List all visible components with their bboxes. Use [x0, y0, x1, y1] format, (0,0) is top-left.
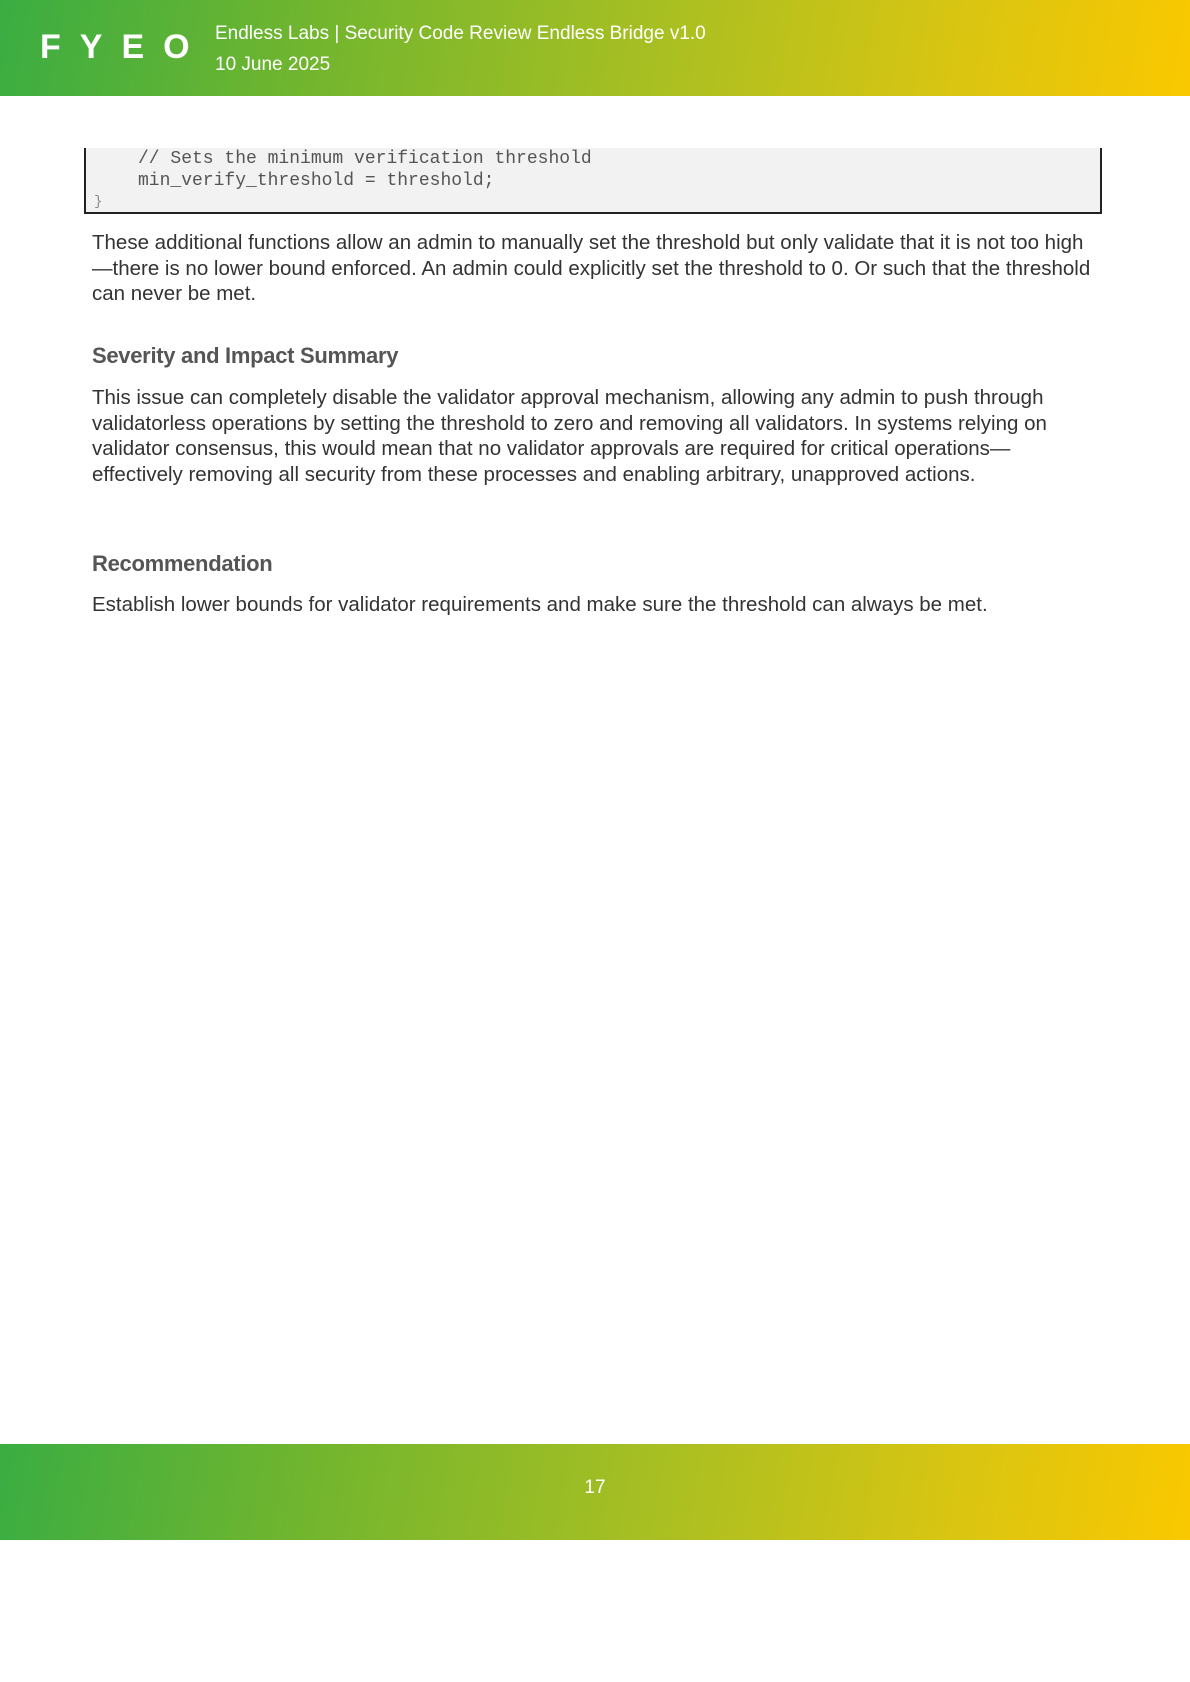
code-line: min_verify_threshold = threshold; [138, 171, 495, 191]
recommendation-heading: Recommendation [92, 551, 273, 576]
code-snippet [84, 148, 1102, 214]
recommendation-paragraph: Establish lower bounds for validator requirements and make sure the threshold can always be met. [92, 593, 988, 616]
page-header [0, 0, 1190, 96]
finding-description-paragraph: These additional functions allow an admin to manually set the threshold but only validate that it is not too high—there is no lower bound enforced. An admin could explicitly set the threshold to 0. Or such that the threshold can never be met. [92, 231, 1091, 305]
severity-paragraph: This issue can completely disable the validator approval mechanism, allowing any admin to push through validatorless operations by setting the threshold to zero and removing all validators. In systems relying on validator consensus, this would mean that no validator approvals are required for critical operations—effectively removing all security from these processes and enabling arbitrary, unapproved actions. [92, 386, 1047, 486]
fyeo-logo: FYEO [40, 28, 209, 66]
document-title: Endless Labs | Security Code Review Endless Bridge v1.0 [215, 23, 706, 44]
severity-heading: Severity and Impact Summary [92, 343, 399, 368]
code-line: // Sets the minimum verification threshold [138, 149, 592, 169]
document-date: 10 June 2025 [215, 54, 331, 75]
page-footer [0, 1444, 1190, 1540]
page-number: 17 [584, 1477, 606, 1498]
code-line: } [94, 194, 103, 210]
